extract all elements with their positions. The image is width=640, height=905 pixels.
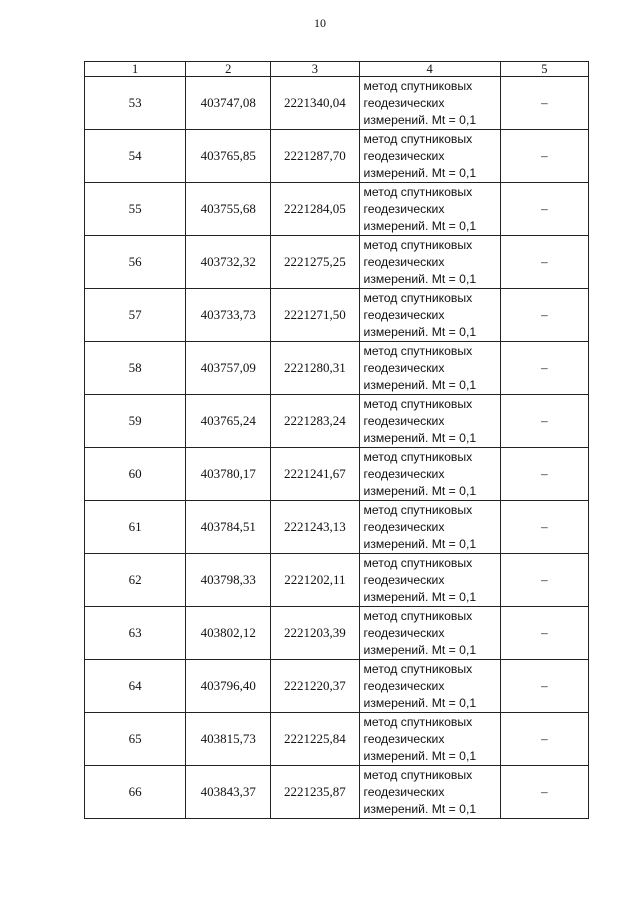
table-row	[85, 236, 589, 289]
coord-y-cell: 2221271,50	[271, 289, 359, 342]
method-cell	[359, 77, 500, 130]
note-cell: –	[500, 501, 588, 554]
point-number-cell: 64	[85, 660, 186, 713]
method-line: измерений. Mt = 0,1	[363, 589, 477, 604]
header-col-5: 5	[500, 62, 588, 77]
method-line: геодезических	[363, 360, 445, 375]
method-line: геодезических	[363, 519, 445, 534]
method-line: геодезических	[363, 678, 445, 693]
note-cell: –	[500, 236, 588, 289]
method-line: геодезических	[363, 572, 445, 587]
table-row	[85, 448, 589, 501]
note-cell: –	[500, 342, 588, 395]
point-number-cell: 60	[85, 448, 186, 501]
note-cell: –	[500, 289, 588, 342]
method-line: метод спутниковых	[363, 343, 473, 358]
table-header-row	[85, 62, 589, 77]
header-col-4: 4	[359, 62, 500, 77]
table-row	[85, 501, 589, 554]
method-line: измерений. Mt = 0,1	[363, 271, 477, 286]
point-number-cell: 59	[85, 395, 186, 448]
coord-x-cell: 403733,73	[186, 289, 271, 342]
method-line: метод спутниковых	[363, 184, 473, 199]
table-row	[85, 395, 589, 448]
method-line: метод спутниковых	[363, 502, 473, 517]
method-cell	[359, 607, 500, 660]
coord-x-cell: 403798,33	[186, 554, 271, 607]
coord-x-cell: 403784,51	[186, 501, 271, 554]
method-cell	[359, 713, 500, 766]
method-line: метод спутниковых	[363, 608, 473, 623]
method-line: метод спутниковых	[363, 290, 473, 305]
coord-x-cell: 403755,68	[186, 183, 271, 236]
method-cell	[359, 342, 500, 395]
table-row	[85, 130, 589, 183]
method-line: геодезических	[363, 466, 445, 481]
table-row	[85, 713, 589, 766]
coord-x-cell: 403796,40	[186, 660, 271, 713]
note-cell: –	[500, 607, 588, 660]
coord-y-cell: 2221287,70	[271, 130, 359, 183]
method-cell	[359, 130, 500, 183]
table-row	[85, 660, 589, 713]
method-line: измерений. Mt = 0,1	[363, 324, 477, 339]
note-cell: –	[500, 395, 588, 448]
note-cell: –	[500, 713, 588, 766]
header-col-2: 2	[186, 62, 271, 77]
method-line: метод спутниковых	[363, 237, 473, 252]
method-line: метод спутниковых	[363, 78, 473, 93]
method-line: метод спутниковых	[363, 449, 473, 464]
coord-x-cell: 403815,73	[186, 713, 271, 766]
method-line: геодезических	[363, 95, 445, 110]
method-cell	[359, 660, 500, 713]
point-number-cell: 56	[85, 236, 186, 289]
method-cell	[359, 183, 500, 236]
method-line: метод спутниковых	[363, 555, 473, 570]
table-row	[85, 607, 589, 660]
method-line: измерений. Mt = 0,1	[363, 536, 477, 551]
coord-x-cell: 403765,24	[186, 395, 271, 448]
method-line: геодезических	[363, 784, 445, 799]
coord-y-cell: 2221280,31	[271, 342, 359, 395]
note-cell: –	[500, 554, 588, 607]
method-cell	[359, 395, 500, 448]
point-number-cell: 61	[85, 501, 186, 554]
method-line: геодезических	[363, 148, 445, 163]
table-row	[85, 183, 589, 236]
method-line: измерений. Mt = 0,1	[363, 801, 477, 816]
coord-x-cell: 403732,32	[186, 236, 271, 289]
method-line: измерений. Mt = 0,1	[363, 748, 477, 763]
method-line: измерений. Mt = 0,1	[363, 165, 477, 180]
method-line: измерений. Mt = 0,1	[363, 695, 477, 710]
header-col-1: 1	[85, 62, 186, 77]
method-line: измерений. Mt = 0,1	[363, 112, 477, 127]
table-body	[85, 77, 589, 819]
coord-y-cell: 2221220,37	[271, 660, 359, 713]
coordinates-table	[84, 61, 589, 819]
method-cell	[359, 501, 500, 554]
point-number-cell: 54	[85, 130, 186, 183]
method-line: измерений. Mt = 0,1	[363, 377, 477, 392]
coord-y-cell: 2221283,24	[271, 395, 359, 448]
point-number-cell: 66	[85, 766, 186, 819]
table-row	[85, 77, 589, 130]
note-cell: –	[500, 77, 588, 130]
point-number-cell: 62	[85, 554, 186, 607]
note-cell: –	[500, 183, 588, 236]
method-line: измерений. Mt = 0,1	[363, 483, 477, 498]
page-number: 10	[314, 16, 326, 30]
point-number-cell: 57	[85, 289, 186, 342]
method-line: измерений. Mt = 0,1	[363, 218, 477, 233]
method-line: метод спутниковых	[363, 396, 473, 411]
method-line: геодезических	[363, 307, 445, 322]
point-number-cell: 53	[85, 77, 186, 130]
coord-y-cell: 2221225,84	[271, 713, 359, 766]
coord-y-cell: 2221284,05	[271, 183, 359, 236]
method-line: метод спутниковых	[363, 661, 473, 676]
table-row	[85, 766, 589, 819]
method-cell	[359, 236, 500, 289]
coord-x-cell: 403765,85	[186, 130, 271, 183]
method-cell	[359, 554, 500, 607]
note-cell: –	[500, 766, 588, 819]
method-line: измерений. Mt = 0,1	[363, 430, 477, 445]
coord-y-cell: 2221275,25	[271, 236, 359, 289]
table-row	[85, 554, 589, 607]
method-line: геодезических	[363, 413, 445, 428]
method-line: геодезических	[363, 201, 445, 216]
coord-y-cell: 2221243,13	[271, 501, 359, 554]
coord-y-cell: 2221340,04	[271, 77, 359, 130]
method-cell	[359, 289, 500, 342]
note-cell: –	[500, 448, 588, 501]
coord-x-cell: 403747,08	[186, 77, 271, 130]
method-line: метод спутниковых	[363, 714, 473, 729]
note-cell: –	[500, 660, 588, 713]
table-row	[85, 342, 589, 395]
coord-x-cell: 403780,17	[186, 448, 271, 501]
coord-y-cell: 2221202,11	[271, 554, 359, 607]
method-line: метод спутниковых	[363, 131, 473, 146]
coord-x-cell: 403802,12	[186, 607, 271, 660]
coord-y-cell: 2221235,87	[271, 766, 359, 819]
method-line: измерений. Mt = 0,1	[363, 642, 477, 657]
method-line: геодезических	[363, 731, 445, 746]
method-line: метод спутниковых	[363, 767, 473, 782]
method-line: геодезических	[363, 254, 445, 269]
method-cell	[359, 766, 500, 819]
method-line: геодезических	[363, 625, 445, 640]
point-number-cell: 55	[85, 183, 186, 236]
header-col-3: 3	[271, 62, 359, 77]
coord-y-cell: 2221203,39	[271, 607, 359, 660]
point-number-cell: 65	[85, 713, 186, 766]
coord-y-cell: 2221241,67	[271, 448, 359, 501]
note-cell: –	[500, 130, 588, 183]
point-number-cell: 63	[85, 607, 186, 660]
table-row	[85, 289, 589, 342]
coord-x-cell: 403757,09	[186, 342, 271, 395]
method-cell	[359, 448, 500, 501]
point-number-cell: 58	[85, 342, 186, 395]
coord-x-cell: 403843,37	[186, 766, 271, 819]
